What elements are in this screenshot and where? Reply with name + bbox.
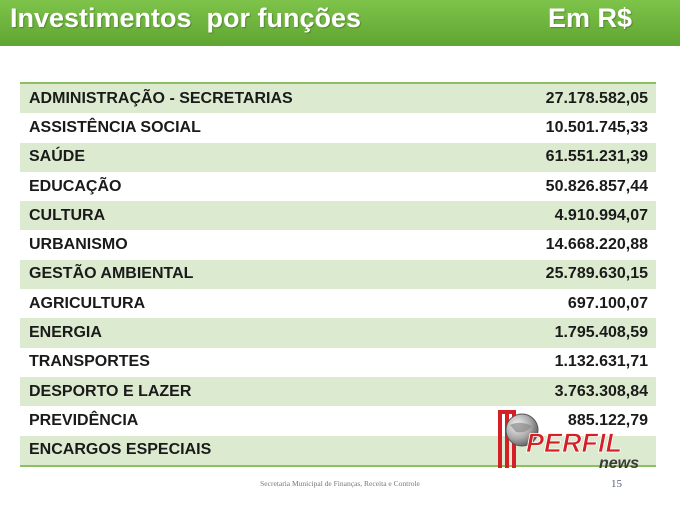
row-label: GESTÃO AMBIENTAL — [29, 265, 194, 283]
page-number: 15 — [611, 478, 622, 490]
footer-text: Secretaria Municipal de Finanças, Receita e Controle — [260, 479, 420, 488]
row-value: 27.178.582,05 — [545, 89, 648, 107]
row-label: ASSISTÊNCIA SOCIAL — [29, 118, 201, 136]
row-label: CULTURA — [29, 206, 106, 224]
row-value: 25.789.630,15 — [545, 265, 648, 283]
logo-brand: PERFIL — [526, 428, 623, 458]
row-label: PREVIDÊNCIA — [29, 411, 139, 429]
table-row — [20, 289, 656, 318]
row-value: 14.668.220,88 — [545, 236, 648, 254]
row-value: 4.910.994,07 — [554, 206, 648, 224]
row-label: AGRICULTURA — [29, 294, 146, 312]
row-label: DESPORTO E LAZER — [29, 382, 192, 400]
table-row — [20, 113, 656, 142]
row-value: 697.100,07 — [567, 294, 648, 312]
table-row — [20, 348, 656, 377]
perfil-news-logo — [496, 408, 656, 474]
row-label: TRANSPORTES — [29, 353, 150, 371]
table-row — [20, 84, 656, 113]
row-value: 50.826.857,44 — [545, 177, 648, 195]
row-label: ENERGIA — [29, 324, 102, 342]
table-row — [20, 201, 656, 230]
table-row — [20, 143, 656, 172]
slide-header — [0, 0, 680, 46]
row-label: ADMINISTRAÇÃO - SECRETARIAS — [29, 89, 293, 107]
row-label: EDUCAÇÃO — [29, 177, 122, 195]
logo-sub: news — [599, 455, 640, 472]
row-label: ENCARGOS ESPECIAIS — [29, 441, 212, 459]
currency-label: Em R$ — [547, 3, 632, 33]
slide-title: Investimentos por funções — [10, 3, 362, 33]
table-row — [20, 172, 656, 201]
row-value: 1.795.408,59 — [554, 324, 648, 342]
row-value: 3.763.308,84 — [554, 382, 648, 400]
row-value: 10.501.745,33 — [545, 118, 648, 136]
table-row — [20, 260, 656, 289]
row-label: SAÚDE — [29, 148, 86, 166]
row-label: URBANISMO — [29, 236, 128, 254]
row-value: 885.122,79 — [567, 411, 648, 429]
row-value: 61.551.231,39 — [545, 148, 648, 166]
table-row — [20, 230, 656, 259]
row-value: 1.132.631,71 — [554, 353, 648, 371]
table-row — [20, 318, 656, 347]
table-row — [20, 377, 656, 406]
